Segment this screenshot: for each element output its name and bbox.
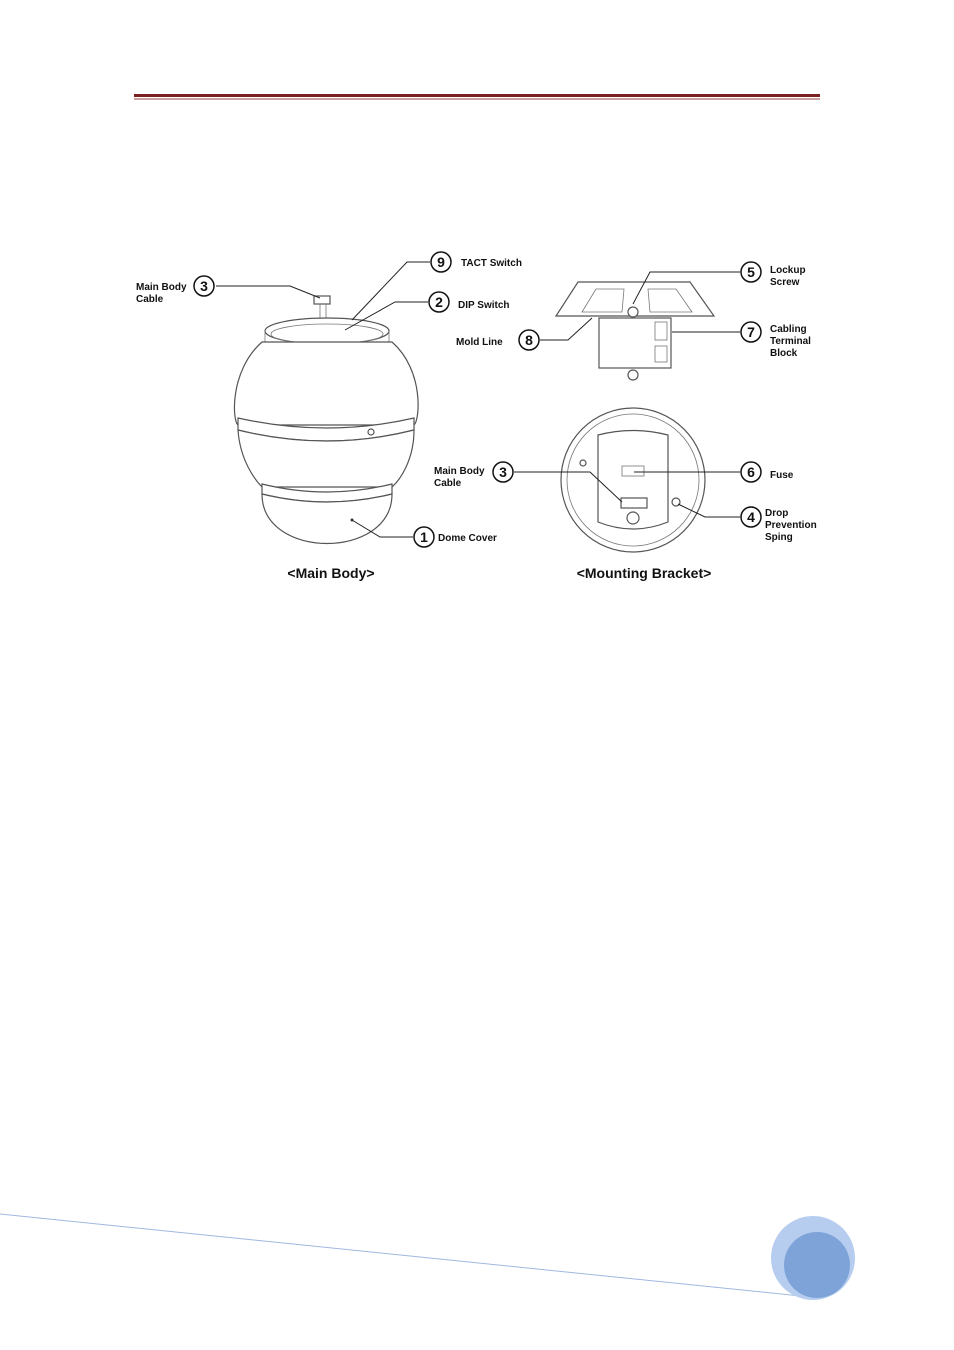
bracket-side-drawing <box>556 282 714 380</box>
footer-line <box>0 1214 820 1298</box>
callout-3b-label-line1: Main Body <box>434 466 485 477</box>
callout-3-label-line1: Main Body <box>136 282 187 293</box>
callout-7-label-line2: Terminal <box>770 336 811 347</box>
callout-3-main-body <box>136 276 320 305</box>
caption-main-body: <Main Body> <box>287 565 375 581</box>
callout-5-label-line2: Screw <box>770 277 800 288</box>
callout-7-label-line1: Cabling <box>770 324 807 335</box>
callout-3b-label-line2: Cable <box>434 478 462 489</box>
callout-9-label: TACT Switch <box>461 258 522 269</box>
callout-8 <box>456 318 592 350</box>
callout-3b-number: 3 <box>499 464 507 480</box>
callout-4-label-line1: Drop <box>765 508 789 519</box>
callout-9-number: 9 <box>437 254 445 270</box>
callout-5-label-line1: Lockup <box>770 265 806 276</box>
callout-6-number: 6 <box>747 464 755 480</box>
callout-1-label: Dome Cover <box>438 533 497 544</box>
main-body-drawing <box>234 296 418 544</box>
callout-3-label-line2: Cable <box>136 294 164 305</box>
callout-1-number: 1 <box>420 529 428 545</box>
callout-7-label-line3: Block <box>770 348 798 359</box>
callout-3-number: 3 <box>200 278 208 294</box>
callout-4-label-line3: Sping <box>765 532 793 543</box>
callout-4-number: 4 <box>747 509 755 525</box>
callout-7 <box>672 322 811 359</box>
callout-8-label: Mold Line <box>456 337 503 348</box>
callout-5-number: 5 <box>747 264 755 280</box>
callout-6-label: Fuse <box>770 470 794 481</box>
page-circle-inner <box>784 1232 850 1298</box>
callout-2-number: 2 <box>435 294 443 310</box>
callout-7-number: 7 <box>747 324 755 340</box>
callout-4-label-line2: Prevention <box>765 520 817 531</box>
callout-8-number: 8 <box>525 332 533 348</box>
callout-2-label: DIP Switch <box>458 300 510 311</box>
bracket-bottom-drawing <box>561 408 705 552</box>
caption-mounting-bracket: <Mounting Bracket> <box>576 565 712 581</box>
